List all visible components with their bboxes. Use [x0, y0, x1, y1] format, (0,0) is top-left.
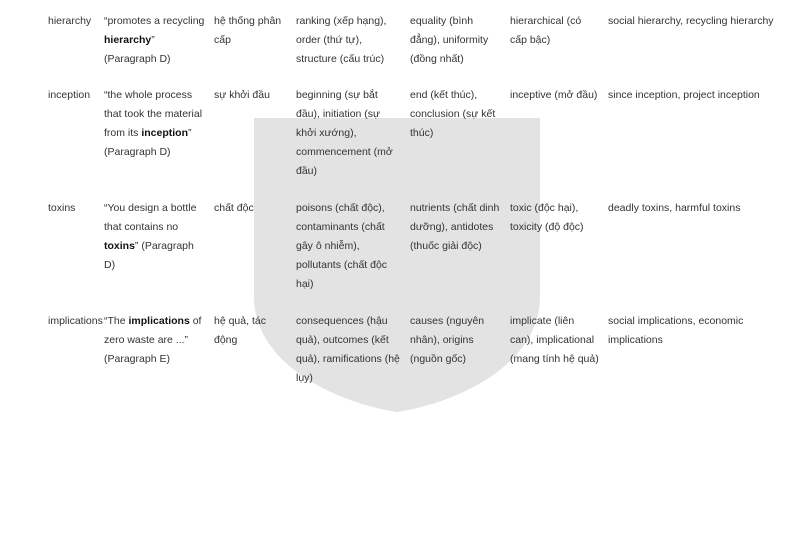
meaning-cell: hệ quả, tác động	[214, 315, 266, 346]
synonyms-cell: consequences (hậu quả), outcomes (kết quả), ramifications (hệ lụy)	[296, 315, 400, 384]
table-row	[4, 181, 784, 294]
word-family-cell: hierarchical (có cấp bậc)	[510, 15, 582, 46]
example-keyword: implications	[128, 315, 190, 327]
synonyms-cell: beginning (sự bắt đầu), initiation (sự khởi xướng), commencement (mở đầu)	[296, 89, 393, 177]
example-cell: “The implications of zero waste are ...” (Paragraph E)	[104, 315, 202, 365]
table-row	[4, 0, 784, 69]
word-cell: inception	[48, 89, 91, 101]
meaning-cell: hệ thống phân cấp	[214, 15, 282, 46]
word-family-cell: implicate (liên can), implicational (mang tính hệ quả)	[510, 315, 599, 365]
antonyms-cell: nutrients (chất dinh dưỡng), antidotes (thuốc giải độc)	[410, 202, 500, 252]
word-family-cell: toxic (độc hại), toxicity (độ độc)	[510, 202, 584, 233]
synonyms-cell: poisons (chất độc), contaminants (chất gây ô nhiễm), pollutants (chất độc hại)	[296, 202, 388, 290]
synonyms-cell: ranking (xếp hạng), order (thứ tự), structure (cấu trúc)	[296, 15, 387, 65]
word-cell: hierarchy	[48, 15, 92, 27]
table-row	[4, 69, 784, 181]
collocations-cell: since inception, project inception	[608, 89, 760, 101]
example-keyword: hierarchy	[104, 34, 152, 46]
word-family-cell: inceptive (mở đầu)	[510, 89, 598, 101]
example-keyword: toxins	[104, 240, 135, 252]
collocations-cell: social implications, economic implications	[608, 315, 744, 346]
example-cell: “You design a bottle that contains no toxins” (Paragraph D)	[104, 202, 197, 271]
collocations-cell: deadly toxins, harmful toxins	[608, 202, 741, 214]
antonyms-cell: end (kết thúc), conclusion (sự kết thúc)	[410, 89, 496, 139]
example-cell: “promotes a recycling hierarchy” (Paragraph D)	[104, 15, 205, 65]
meaning-cell: chất độc	[214, 202, 254, 214]
antonyms-cell: causes (nguyên nhân), origins (nguồn gốc)	[410, 315, 485, 365]
antonyms-cell: equality (bình đẳng), uniformity (đồng nhất)	[410, 15, 489, 65]
word-cell: implications	[48, 315, 103, 327]
vocabulary-table	[4, 0, 784, 388]
word-cell: toxins	[48, 202, 76, 214]
meaning-cell: sự khởi đầu	[214, 89, 270, 101]
table-row	[4, 294, 784, 388]
example-keyword: inception	[141, 127, 189, 139]
collocations-cell: social hierarchy, recycling hierarchy	[608, 15, 774, 27]
example-cell: “the whole process that took the material from its inception” (Paragraph D)	[104, 89, 203, 158]
